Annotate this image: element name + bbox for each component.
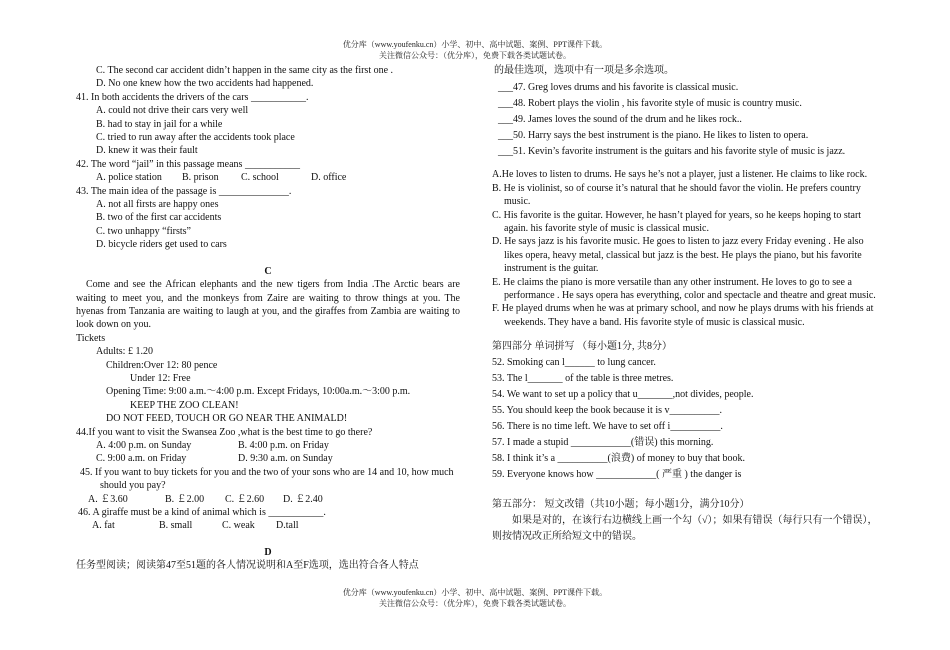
q47-item: ___47. Greg loves drums and his favorite is classical music. bbox=[498, 82, 739, 94]
q43-option-b: B. two of the first car accidents bbox=[96, 212, 222, 224]
q54-item: 54. We want to set up a policy that u_______,not divides, people. bbox=[492, 389, 754, 401]
right-column bbox=[492, 64, 882, 545]
q42-options bbox=[76, 171, 460, 184]
header-line-1: 优分库（www.youfenku.cn）小学、初中、高中试题、案例、PPT课件下载。 bbox=[342, 40, 608, 49]
left-column bbox=[76, 64, 460, 573]
option-a: A.He loves to listen to drums. He says he’s not a player, just a listener. He claims to like rock. bbox=[492, 169, 868, 181]
q41-stem: 41. In both accidents the drivers of the cars ___________. bbox=[76, 91, 309, 103]
q59-item: 59. Everyone knows how ____________( 严重 ) the danger is bbox=[492, 469, 742, 481]
q45-option: B. ￡2.00 bbox=[165, 493, 205, 505]
option-b: B. He is violinist, so of course it’s natural that he should favor the violin. He prefers country music. bbox=[492, 182, 861, 208]
task-intro-continued: 的最佳选项，选项中有一项是多余选项。 bbox=[494, 65, 674, 76]
q46-option: A. fat bbox=[92, 520, 115, 532]
q44-options-row2 bbox=[76, 452, 460, 465]
passage-c: Come and see the African elephants and the new tigers from India .The Arctic bears are waiting to meet you, and the monkeys from Zaire are waiting to throw things at you. The hyenas from Tanzania are waiting to laugh at you, and the giraffes from Zambia are waiting to look down on you. bbox=[76, 279, 460, 331]
q41-option-d: D. knew it was their fault bbox=[96, 145, 198, 157]
q49-item: ___49. James loves the sound of the drum and he likes rock.. bbox=[498, 114, 742, 126]
q41-option-c: C. tried to run away after the accidents took place bbox=[96, 132, 295, 144]
q44-options-row1 bbox=[76, 439, 460, 452]
do-not-feed-notice: DO NOT FEED, TOUCH OR GO NEAR THE ANIMALD! bbox=[106, 413, 348, 425]
task-intro: 任务型阅读；阅读第47至51题的各人情况说明和A至F选项，选出符合各人特点 bbox=[76, 560, 419, 572]
part4-title: 第四部分 单词拼写 （每小题1分, 共8分） bbox=[492, 341, 672, 353]
q46-option: B. small bbox=[159, 520, 193, 532]
option-d: D. He says jazz is his favorite music. He goes to listen to jazz every Friday evening . He also likes opera, heavy metal, classical but jazz is the best. He plays the piano, but his favorite instrument is the guitar. bbox=[492, 236, 864, 275]
option-f: F. He played drums when he was at primary school, and now he plays drums with his friends at weekends. They have a band. His favorite style of music is classical music. bbox=[492, 303, 874, 328]
adults-price: Adults: £ 1.20 bbox=[96, 346, 153, 358]
q46-stem: 46. A giraffe must be a kind of animal which is ___________. bbox=[78, 507, 326, 518]
q44-option-c: C. 9:00 a.m. on Friday bbox=[96, 453, 187, 465]
q44-option-a: A. 4:00 p.m. on Sunday bbox=[96, 439, 192, 451]
page-footer bbox=[0, 588, 950, 609]
q41-option-a: A. could not drive their cars very well bbox=[96, 105, 249, 117]
q43-option-a: A. not all firsts are happy ones bbox=[96, 199, 219, 211]
q42-option: A. police station bbox=[96, 172, 162, 184]
q50-item: ___50. Harry says the best instrument is the piano. He likes to listen to opera. bbox=[498, 130, 809, 142]
under12-price: Under 12: Free bbox=[130, 372, 191, 384]
q53-item: 53. The l_______ of the table is three metres. bbox=[492, 373, 674, 385]
footer-line-2: 关注微信公众号：（优分库），免费下载各类试题试卷。 bbox=[379, 598, 571, 608]
q42-stem: 42. The word “jail” in this passage means ___________ bbox=[76, 158, 300, 170]
q46-option: C. weak bbox=[222, 520, 255, 532]
option-c: C. His favorite is the guitar. However, he hasn’t played for years, so he keeps hoping to start again. his favorite style of music is classical music. bbox=[492, 209, 862, 235]
q56-item: 56. There is no time left. We have to set off i__________. bbox=[492, 421, 723, 433]
q48-item: ___48. Robert plays the violin , his favorite style of music is country music. bbox=[498, 98, 802, 110]
q46-options bbox=[76, 519, 460, 532]
children-price: Children:Over 12: 80 pence bbox=[106, 359, 218, 371]
q43-option-c: C. two unhappy “firsts” bbox=[96, 225, 191, 237]
q45-option: A. ￡3.60 bbox=[88, 493, 128, 505]
q45-stem: 45. If you want to buy tickets for you and the two of your sons who are 14 and 10, how much should you pay? bbox=[80, 466, 454, 492]
q51-item: ___51. Kevin’s favorite instrument is the guitars and his favorite style of music is jazz. bbox=[498, 146, 846, 158]
q57-item: 57. I made a stupid ____________(错误) this morning. bbox=[492, 437, 714, 449]
q43-option-d: D. bicycle riders get used to cars bbox=[96, 239, 227, 251]
part5-title: 第五部分： 短文改错（共10小题；每小题1分，满分10分） bbox=[492, 499, 750, 511]
option-e: E. He claims the piano is more versatile than any other instrument. He loves to go to see a performance . He says opera has everything, color and spectacle and theatre and great music. bbox=[492, 276, 876, 302]
q45-option: C. ￡2.60 bbox=[225, 493, 265, 505]
q42-option: D. office bbox=[311, 172, 347, 184]
q58-item: 58. I think it’s a __________(浪费) of money to buy that book. bbox=[492, 453, 746, 465]
q52-item: 52. Smoking can l______ to lung cancer. bbox=[492, 357, 656, 369]
q55-item: 55. You should keep the book because it is v__________. bbox=[492, 405, 722, 417]
q45-options bbox=[76, 493, 460, 506]
page-header bbox=[0, 40, 950, 61]
q46-option: D.tall bbox=[276, 520, 299, 532]
q42-option: B. prison bbox=[182, 172, 219, 184]
q42-option: C. school bbox=[241, 172, 279, 184]
section-c-heading: C bbox=[264, 265, 272, 277]
opening-time: Opening Time: 9:00 a.m.～4:00 p.m. Except Fridays, 10:00a.m.～3:00 p.m. bbox=[106, 386, 411, 398]
footer-line-1: 优分库（www.youfenku.cn）小学、初中、高中试题、案例、PPT课件下载。 bbox=[342, 588, 608, 597]
q45-option: D. ￡2.40 bbox=[283, 493, 323, 505]
q44-stem: 44.If you want to visit the Swansea Zoo ,what is the best time to go there? bbox=[76, 426, 373, 438]
q40-option-c: C. The second car accident didn’t happen in the same city as the first one . bbox=[96, 65, 394, 76]
section-d-heading: D bbox=[264, 546, 272, 558]
part5-description: 如果是对的，在该行右边横线上画一个勾（√）；如果有错误（每行只有一个错误），则按情况改正所给短文中的错误。 bbox=[492, 515, 878, 543]
q41-option-b: B. had to stay in jail for a while bbox=[96, 118, 223, 130]
tickets-label: Tickets bbox=[76, 332, 106, 344]
header-line-2: 关注微信公众号：（优分库），免费下载各类试题试卷。 bbox=[379, 50, 571, 60]
keep-clean-notice: KEEP THE ZOO CLEAN! bbox=[130, 399, 239, 411]
q44-option-b: B. 4:00 p.m. on Friday bbox=[238, 439, 329, 451]
q40-option-d: D. No one knew how the two accidents had happened. bbox=[96, 78, 314, 90]
q43-stem: 43. The main idea of the passage is ______________. bbox=[76, 185, 292, 197]
q44-option-d: D. 9:30 a.m. on Sunday bbox=[238, 453, 333, 465]
